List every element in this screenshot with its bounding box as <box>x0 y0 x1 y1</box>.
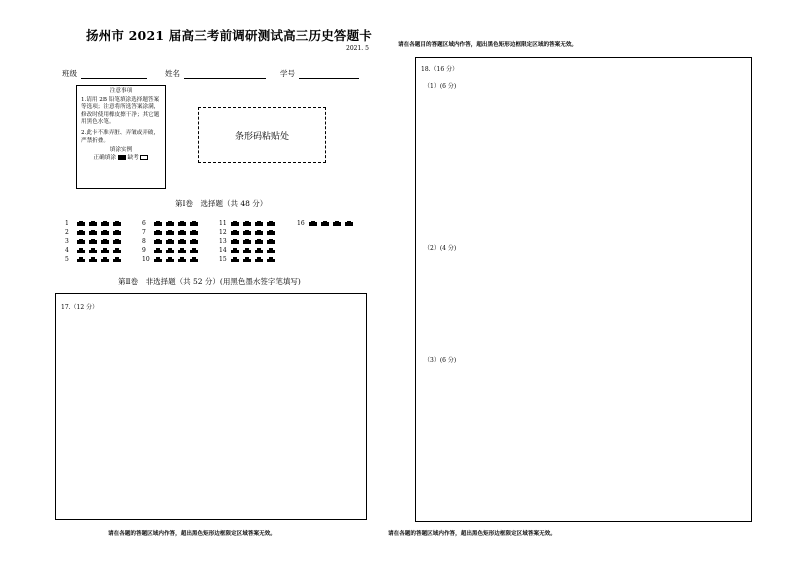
answer-bubble-b[interactable] <box>243 239 251 244</box>
correct-fill-label: 正确填涂 <box>93 154 116 161</box>
class-field[interactable] <box>62 68 147 79</box>
answer-bubble-c[interactable] <box>255 257 263 262</box>
question-row <box>219 228 279 236</box>
answer-bubble-c[interactable] <box>178 239 186 244</box>
page-title: 扬州市 2021 届高三考前调研测试高三历史答题卡 <box>86 28 372 43</box>
answer-bubble-a[interactable] <box>77 257 85 262</box>
answer-bubble-d[interactable] <box>113 257 121 262</box>
q18-label: 18.（16 分） <box>421 66 459 73</box>
filled-square-icon <box>118 155 126 160</box>
barcode-label: 条形码粘贴处 <box>234 131 289 142</box>
answer-bubble-b[interactable] <box>166 221 174 226</box>
question-number: 6 <box>142 219 146 227</box>
answer-bubble-b[interactable] <box>243 221 251 226</box>
question-number: 14 <box>219 247 227 255</box>
answer-bubble-a[interactable] <box>231 230 239 235</box>
answer-bubble-c[interactable] <box>178 257 186 262</box>
question-row <box>142 247 202 255</box>
notice-item-1: 1.请用 2B 铅笔填涂选择题答案等选项；注意将所选答案涂满，修改时使用橡皮擦干净；其它题用黑色水笔。 <box>81 96 160 126</box>
answer-bubble-b[interactable] <box>89 257 97 262</box>
answer-bubble-d[interactable] <box>190 239 198 244</box>
answer-bubble-a[interactable] <box>77 248 85 253</box>
question-number: 3 <box>65 237 69 245</box>
answer-bubble-c[interactable] <box>178 221 186 226</box>
question-number: 15 <box>219 256 227 264</box>
answer-bubble-b[interactable] <box>166 230 174 235</box>
question-number: 11 <box>219 219 227 227</box>
number-field[interactable] <box>280 68 359 79</box>
answer-bubble-d[interactable] <box>113 248 121 253</box>
answer-bubble-a[interactable] <box>77 230 85 235</box>
question-row <box>219 247 279 255</box>
question-row <box>65 219 125 227</box>
answer-bubble-d[interactable] <box>267 257 275 262</box>
question-row <box>65 237 125 245</box>
answer-bubble-b[interactable] <box>243 230 251 235</box>
answer-bubble-a[interactable] <box>309 221 317 226</box>
answer-bubble-b[interactable] <box>166 257 174 262</box>
number-label: 学号 <box>280 69 295 78</box>
answer-bubble-c[interactable] <box>333 221 341 226</box>
answer-bubble-b[interactable] <box>243 257 251 262</box>
question-number: 7 <box>142 228 146 236</box>
question-number: 4 <box>65 247 69 255</box>
answer-bubble-a[interactable] <box>154 239 162 244</box>
q18-part2-label: （2）(4 分) <box>424 245 457 252</box>
number-line[interactable] <box>299 70 359 79</box>
notice-heading: 注意事项 <box>109 88 133 94</box>
question-number: 5 <box>65 256 69 264</box>
question-row <box>142 228 202 236</box>
fill-example <box>81 155 161 163</box>
question-row <box>142 256 202 264</box>
class-line[interactable] <box>81 70 147 79</box>
q17-label: 17.（12 分） <box>61 304 99 311</box>
notice-item-2: 2.此卡不准弄脏、弄皱或弄破，严禁折叠。 <box>81 129 160 144</box>
footer-left-notice: 请在各题的答题区域内作答，超出黑色矩形边框限定区域答案无效。 <box>108 531 276 537</box>
question-row <box>65 256 125 264</box>
answer-bubble-c[interactable] <box>178 230 186 235</box>
answer-bubble-a[interactable] <box>154 248 162 253</box>
answer-bubble-b[interactable] <box>89 230 97 235</box>
fill-example-heading: 填涂实例 <box>109 147 133 154</box>
question-row <box>219 256 279 264</box>
question-row <box>142 237 202 245</box>
question-number: 12 <box>219 228 227 236</box>
answer-bubble-c[interactable] <box>101 230 109 235</box>
answer-bubble-a[interactable] <box>77 239 85 244</box>
answer-bubble-c[interactable] <box>101 248 109 253</box>
section1-title: 第Ⅰ卷 选择题（共 48 分） <box>175 199 268 208</box>
notice-box <box>76 85 166 189</box>
answer-bubble-b[interactable] <box>89 221 97 226</box>
name-field[interactable] <box>165 68 266 79</box>
answer-bubble-a[interactable] <box>77 221 85 226</box>
answer-bubble-d[interactable] <box>190 221 198 226</box>
answer-bubble-d[interactable] <box>190 257 198 262</box>
question-number: 16 <box>297 219 305 227</box>
answer-bubble-a[interactable] <box>154 221 162 226</box>
absent-checkbox[interactable] <box>140 155 148 160</box>
answer-bubble-d[interactable] <box>113 230 121 235</box>
question-row <box>219 237 279 245</box>
top-notice: 请在各题目的答题区域内作答，超出黑色矩形边框限定区域的答案无效。 <box>398 42 578 48</box>
answer-bubble-c[interactable] <box>255 248 263 253</box>
question-row <box>219 219 279 227</box>
answer-bubble-c[interactable] <box>101 221 109 226</box>
answer-bubble-a[interactable] <box>231 257 239 262</box>
answer-bubble-d[interactable] <box>267 221 275 226</box>
q18-part1-label: （1）(6 分) <box>424 83 457 90</box>
answer-bubble-c[interactable] <box>178 248 186 253</box>
answer-bubble-a[interactable] <box>231 248 239 253</box>
q18-answer-box[interactable] <box>415 57 752 522</box>
answer-bubble-a[interactable] <box>154 257 162 262</box>
answer-bubble-c[interactable] <box>255 230 263 235</box>
answer-bubble-a[interactable] <box>231 221 239 226</box>
answer-bubble-c[interactable] <box>101 239 109 244</box>
question-row <box>65 228 125 236</box>
answer-bubble-b[interactable] <box>243 248 251 253</box>
class-label: 班级 <box>62 69 77 78</box>
question-row <box>65 247 125 255</box>
exam-date: 2021. 5 <box>346 45 369 52</box>
answer-bubble-d[interactable] <box>113 239 121 244</box>
answer-bubble-a[interactable] <box>154 230 162 235</box>
answer-bubble-d[interactable] <box>267 248 275 253</box>
question-row <box>142 219 202 227</box>
section2-title: 第Ⅱ卷 非选择题（共 52 分）(用黑色墨水签字笔填写) <box>118 277 301 286</box>
question-number: 1 <box>65 219 69 227</box>
absent-label: 缺考 <box>127 154 139 161</box>
answer-bubble-c[interactable] <box>101 257 109 262</box>
name-label: 姓名 <box>165 69 180 78</box>
answer-bubble-d[interactable] <box>267 230 275 235</box>
question-row <box>297 219 357 227</box>
answer-bubble-d[interactable] <box>190 230 198 235</box>
answer-bubble-d[interactable] <box>190 248 198 253</box>
answer-bubble-b[interactable] <box>321 221 329 226</box>
q17-answer-box[interactable] <box>55 293 367 520</box>
answer-bubble-b[interactable] <box>89 239 97 244</box>
question-number: 2 <box>65 228 69 236</box>
answer-bubble-d[interactable] <box>267 239 275 244</box>
answer-bubble-c[interactable] <box>255 221 263 226</box>
question-number: 10 <box>142 256 150 264</box>
question-number: 8 <box>142 237 146 245</box>
answer-bubble-b[interactable] <box>89 248 97 253</box>
answer-bubble-b[interactable] <box>166 248 174 253</box>
answer-bubble-a[interactable] <box>231 239 239 244</box>
answer-bubble-d[interactable] <box>113 221 121 226</box>
name-line[interactable] <box>184 70 266 79</box>
q18-part3-label: （3）(6 分) <box>424 357 457 364</box>
barcode-area <box>198 107 326 163</box>
question-number: 9 <box>142 247 146 255</box>
answer-bubble-d[interactable] <box>345 221 353 226</box>
question-number: 13 <box>219 237 227 245</box>
answer-bubble-c[interactable] <box>255 239 263 244</box>
answer-bubble-b[interactable] <box>166 239 174 244</box>
footer-right-notice: 请在各题的答题区域内作答，超出黑色矩形边框限定区域答案无效。 <box>388 531 556 537</box>
